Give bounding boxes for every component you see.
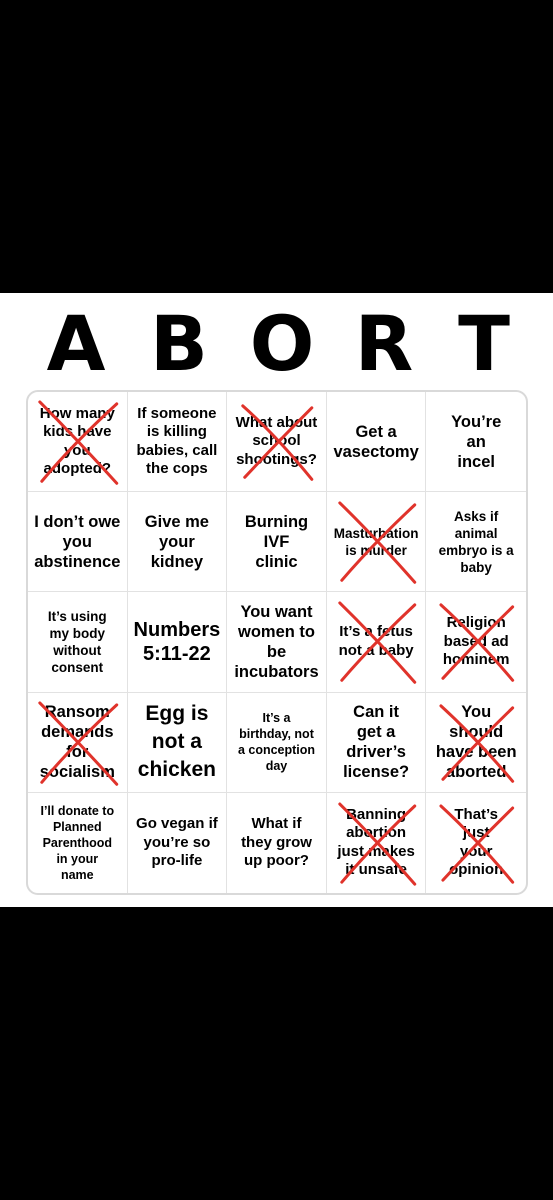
bingo-cell[interactable] xyxy=(28,592,128,692)
bingo-card xyxy=(0,293,553,907)
bingo-cell[interactable] xyxy=(227,492,327,592)
bingo-cell[interactable] xyxy=(426,392,526,492)
title-letter-r: R xyxy=(354,299,414,388)
bingo-cell[interactable] xyxy=(327,492,427,592)
bingo-cell[interactable] xyxy=(227,592,327,692)
bingo-cell[interactable] xyxy=(28,693,128,793)
cell-text: It’s using my body without consent xyxy=(47,608,107,675)
bingo-cell[interactable] xyxy=(327,693,427,793)
bingo-cell[interactable] xyxy=(28,793,128,893)
cell-text: Give me your kidney xyxy=(144,512,209,571)
cell-text: It’s a fetus not a baby xyxy=(338,623,414,659)
bingo-grid xyxy=(26,390,528,895)
bingo-cell[interactable] xyxy=(327,793,427,893)
cell-text: What if they grow up poor? xyxy=(241,815,312,870)
title-letter-b: B xyxy=(150,299,208,388)
bingo-cell[interactable] xyxy=(327,592,427,692)
cell-text: Burning IVF clinic xyxy=(244,512,309,571)
cell-text: If someone is killing babies, call the cops xyxy=(136,404,218,478)
bingo-cell[interactable] xyxy=(28,492,128,592)
cell-text: Egg is not a chicken xyxy=(137,702,216,782)
cell-text: Can it get a driver’s license? xyxy=(343,703,410,782)
cell-text: I’ll donate to Planned Parenthood in your name xyxy=(40,803,115,882)
bingo-cell[interactable] xyxy=(227,693,327,793)
cell-text: You’re an incel xyxy=(451,412,502,471)
cell-text: Get a vasectomy xyxy=(333,422,419,461)
bingo-cell[interactable] xyxy=(128,592,228,692)
bingo-cell[interactable] xyxy=(227,793,327,893)
cell-text: Ransom demands for socialism xyxy=(39,703,115,782)
bingo-title xyxy=(0,301,553,387)
bingo-cell[interactable] xyxy=(128,693,228,793)
cell-text: Asks if animal embryo is a baby xyxy=(438,508,514,575)
cell-text: What about school shootings? xyxy=(235,413,318,468)
bingo-cell[interactable] xyxy=(426,693,526,793)
bingo-cell[interactable] xyxy=(28,392,128,492)
bingo-cell[interactable] xyxy=(426,592,526,692)
cell-text: Religion based ad hominem xyxy=(442,614,510,669)
cell-text: I don’t owe you abstinence xyxy=(34,512,121,571)
bingo-cell[interactable] xyxy=(128,492,228,592)
bingo-cell[interactable] xyxy=(128,392,228,492)
cell-text: It’s a birthday, not a conception day xyxy=(237,711,316,774)
cell-text: Masturbation is murder xyxy=(333,525,419,558)
cell-text: You should have been aborted xyxy=(435,703,517,782)
cell-text: Numbers 5:11-22 xyxy=(133,618,221,665)
cell-text: Banning abortion just makes it unsafe xyxy=(337,805,415,879)
cell-text: How many kids have you adopted? xyxy=(39,404,115,478)
title-letter-a: A xyxy=(46,299,106,388)
bingo-cell[interactable] xyxy=(327,392,427,492)
cell-text: Go vegan if you’re so pro-life xyxy=(136,815,218,870)
bingo-cell[interactable] xyxy=(227,392,327,492)
cell-text: You want women to be incubators xyxy=(234,602,319,681)
title-letter-t: T xyxy=(458,299,510,388)
bingo-cell[interactable] xyxy=(128,793,228,893)
title-letter-o: O xyxy=(249,299,315,388)
bingo-cell[interactable] xyxy=(426,793,526,893)
cell-text: That’s just your opinion xyxy=(449,805,504,879)
bingo-cell[interactable] xyxy=(426,492,526,592)
